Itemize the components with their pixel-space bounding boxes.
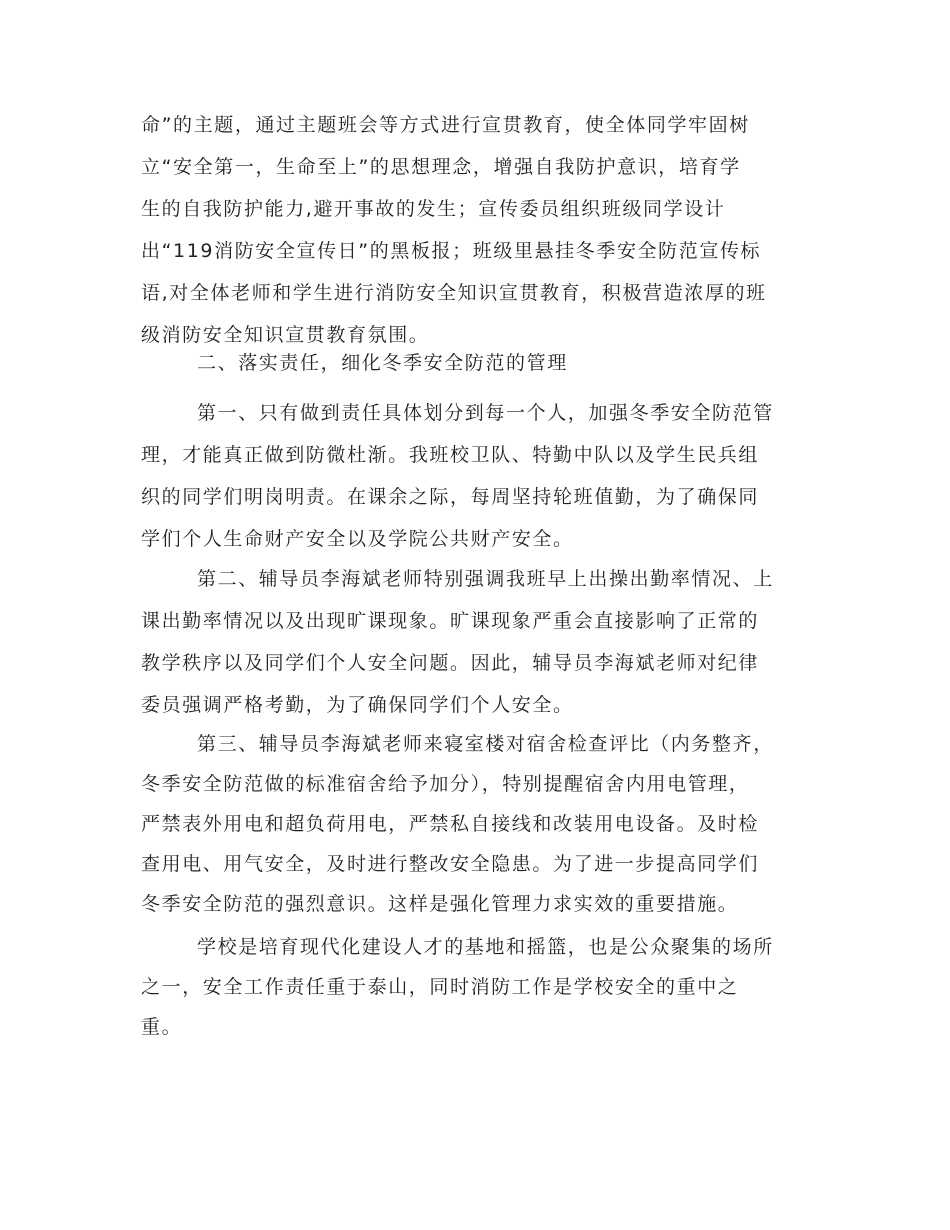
paragraph-2 (141, 400, 811, 553)
section-heading (141, 350, 811, 377)
text-line: 学们个人生命财产安全以及学院公共财产安全。 (141, 528, 574, 550)
text-line: 第一、只有做到责任具体划分到每一个人，加强冬季安全防范管 (197, 402, 774, 424)
paragraph-1 (141, 112, 811, 349)
text-line: 语,对全体老师和学生进行消防安全知识宣贯教育，积极营造浓厚的班 (141, 282, 767, 304)
text-line: 学校是培育现代化建设人才的基地和摇篮，也是公众聚集的场所 (197, 936, 774, 958)
text-line: 课出勤率情况以及出现旷课现象。旷课现象严重会直接影响了正常的 (141, 610, 760, 632)
paragraph-4 (141, 731, 811, 918)
text-line: 冬季安全防范做的标准宿舍给予加分），特别提醒宿舍内用电管理， (141, 773, 750, 795)
text-line: 查用电、用气安全，及时进行整改安全隐患。为了进一步提高同学们 (141, 853, 760, 875)
text-line: 级消防安全知识宣贯教育氛围。 (141, 324, 430, 346)
text-line: 第二、辅导员李海斌老师特别强调我班早上出操出勤率情况、上 (197, 568, 774, 590)
text-line: 之一，安全工作责任重于泰山，同时消防工作是学校安全的重中之 (141, 976, 739, 998)
text-line: 生的自我防护能力,避开事故的发生；宣传委员组织班级同学设计 (141, 198, 726, 220)
text-line: 严禁表外用电和超负荷用电，严禁私自接线和改装用电设备。及时检 (141, 813, 760, 835)
text-line: 教学秩序以及同学们个人安全问题。因此，辅导员李海斌老师对纪律 (141, 652, 760, 674)
text-line: 出“119消防安全宣传日”的黑板报；班级里悬挂冬季安全防范宣传标 (141, 240, 762, 262)
text-line: 理，才能真正做到防微杜渐。我班校卫队、特勤中队以及学生民兵组 (141, 444, 760, 466)
text-line: 织的同学们明岗明责。在课余之际，每周坚持轮班值勤，为了确保同 (141, 486, 760, 508)
text-line: 委员强调严格考勤，为了确保同学们个人安全。 (141, 694, 574, 716)
text-line: 第三、辅导员李海斌老师来寝室楼对宿舍检查评比（内务整齐， (197, 733, 774, 755)
heading-line: 二、落实责任，细化冬季安全防范的管理 (197, 352, 568, 374)
text-line: 重。 (141, 1016, 183, 1038)
text-line: 命”的主题，通过主题班会等方式进行宣贯教育，使全体同学牢固树 (141, 114, 750, 136)
paragraph-3 (141, 566, 811, 719)
paragraph-5 (141, 934, 811, 1041)
text-line: 冬季安全防范的强烈意识。这样是强化管理力求实效的重要措施。 (141, 893, 739, 915)
text-line: 立“安全第一，生命至上”的思想理念，增强自我防护意识，培育学 (141, 156, 741, 178)
